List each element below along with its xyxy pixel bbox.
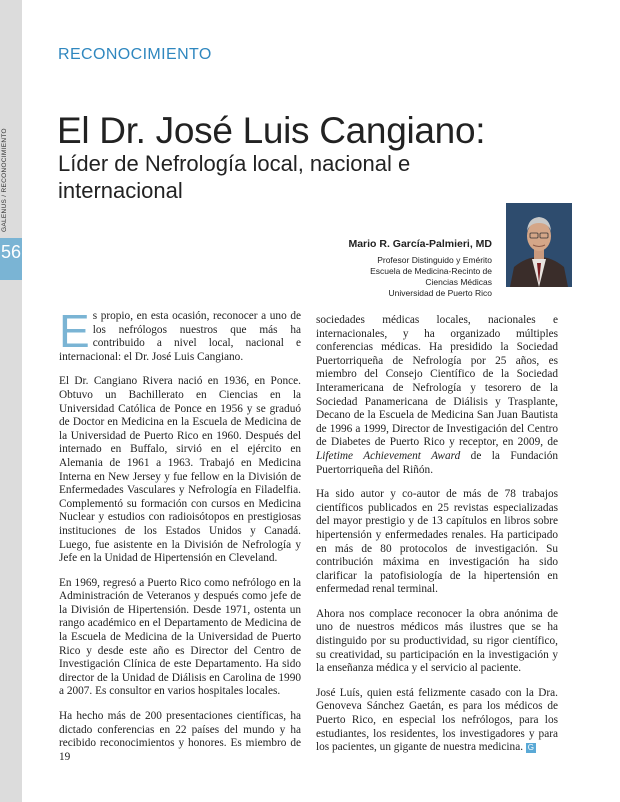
- drop-cap: E: [59, 305, 90, 357]
- award-name: Lifetime Achievement Award: [316, 449, 461, 462]
- paragraph-1-text: s propio, en esta ocasión, reconocer a uno de los nefrólogos nuestros que más ha contribuido a nivel local, nacional e internacional: el Dr. José Luis Cangiano.: [59, 310, 301, 363]
- portrait-illustration: [506, 203, 572, 287]
- text-column-left: [59, 305, 301, 775]
- paragraph-4: Ha hecho más de 200 presentaciones científicas, ha dictado conferencias en 22 países del mundo y ha recibido reconocimientos y honores. Es miembro de 19: [59, 710, 301, 763]
- paragraph-5-text-b: de la Fundación Puertorriqueña del Riñón.: [316, 449, 559, 476]
- author-affiliation-2: Escuela de Medicina-Recinto de: [370, 266, 492, 276]
- paragraph-8: [316, 687, 558, 755]
- author-affiliation-3: Ciencias Médicas: [425, 277, 492, 287]
- paragraph-5: [316, 314, 558, 477]
- page-sidebar: [0, 0, 22, 802]
- page-number: 56: [0, 242, 22, 262]
- paragraph-2: El Dr. Cangiano Rivera nació en 1936, en Ponce. Obtuvo un Bachillerato en Ciencias en la Universidad Católica de Ponce en 1956 y se graduó de Doctor en Medicina en la Escuela de Medicina de la Universidad de Puerto Rico en 1960. Después del internado en Buffalo, sirvió en el ejército en Alemania de 1961 a 1963. Trabajó en Medicina Interna en New Jersey y fue fellow en la División de Enfermedades Vasculares y Nefrología en Filadelfia. Complementó su formación con cursos en Medicina Nuclear y estudios con radioisótopos en prestigiosas instituciones de los Estados Unidos y Canadá. Luego, fue asistente en la División de Nefrología y Jefe en la Unidad de Hipertensión en Cleveland.: [59, 375, 301, 565]
- text-column-right: [316, 314, 558, 766]
- article-subtitle: Líder de Nefrología local, nacional e internacional: [58, 151, 411, 203]
- paragraph-7: Ahora nos complace reconocer la obra anónima de uno de nuestros médicos más ilustres que se ha distinguido por su productividad, su rigor científico, su creatividad, su participación en la investigación y la enseñanza médica y el servicio al paciente.: [316, 607, 558, 675]
- author-affiliation-1: Profesor Distinguido y Emérito: [377, 255, 492, 265]
- author-affiliation-4: Universidad de Puerto Rico: [388, 288, 492, 298]
- author-name: Mario R. García-Palmieri, MD: [348, 238, 492, 250]
- paragraph-1: [59, 305, 301, 364]
- author-portrait: [506, 203, 572, 287]
- author-block: [300, 238, 492, 299]
- running-header-text: GALENUS / RECONOCIMIENTO: [1, 128, 8, 232]
- end-mark-icon: G: [527, 742, 534, 752]
- article-title: El Dr. José Luis Cangiano:: [57, 110, 486, 151]
- paragraph-3: En 1969, regresó a Puerto Rico como nefrólogo en la Administración de Veteranos y después como jefe de la División de Hipertensión. Desde 1971, ostenta un rango académico en el Departamento de Medicina de la Escuela de Medicina de la Universidad de Puerto Rico y desde este año es Director del Centro de Investigación Clínica de este Departamento. Ha sido director de la Unidad de Diálisis en Carolina de 1990 a 2007. Es consultor en varios hospitales locales.: [59, 576, 301, 698]
- running-header: [1, 128, 21, 252]
- paragraph-8-text: José Luís, quien está felizmente casado con la Dra. Genoveva Sánchez Gaetán, es para los médicos de Puerto Rico, en especial los nefrólogos, para los estudiantes, los residentes, los investigadores y para los pacientes, un gigante de nuestra medicina.: [316, 686, 558, 754]
- paragraph-5-text-a: sociedades médicas locales, nacionales e internacionales, y ha organizado múltiples conferencias médicas. Ha presidido la Sociedad Puertorriqueña de Nefrología por 25 años, es miembro del Consejo Científico de la Sociedad Interamericana de Nefrología y tesorero de la Sociedad Panamericana de Diálisis y Trasplante, Decano de la Escuela de Medicina San Juan Bautista de 1996 a 1999, Director de Investigación del Centro de Diabetes de Puerto Rico y receptor, en 2009, de: [316, 314, 558, 449]
- paragraph-6: Ha sido autor y co-autor de más de 78 trabajos científicos publicados en 25 revistas especializadas del mayor prestigio y de 13 capítulos en libros sobre hipertensión y enfermedades renales. Ha participado en más de 80 protocolos de investigación. Su contribución máxima en investigación ha sido clarificar la patofisiología de la hipertensión en enfermedad renal terminal.: [316, 488, 558, 596]
- section-label: RECONOCIMIENTO: [58, 46, 212, 63]
